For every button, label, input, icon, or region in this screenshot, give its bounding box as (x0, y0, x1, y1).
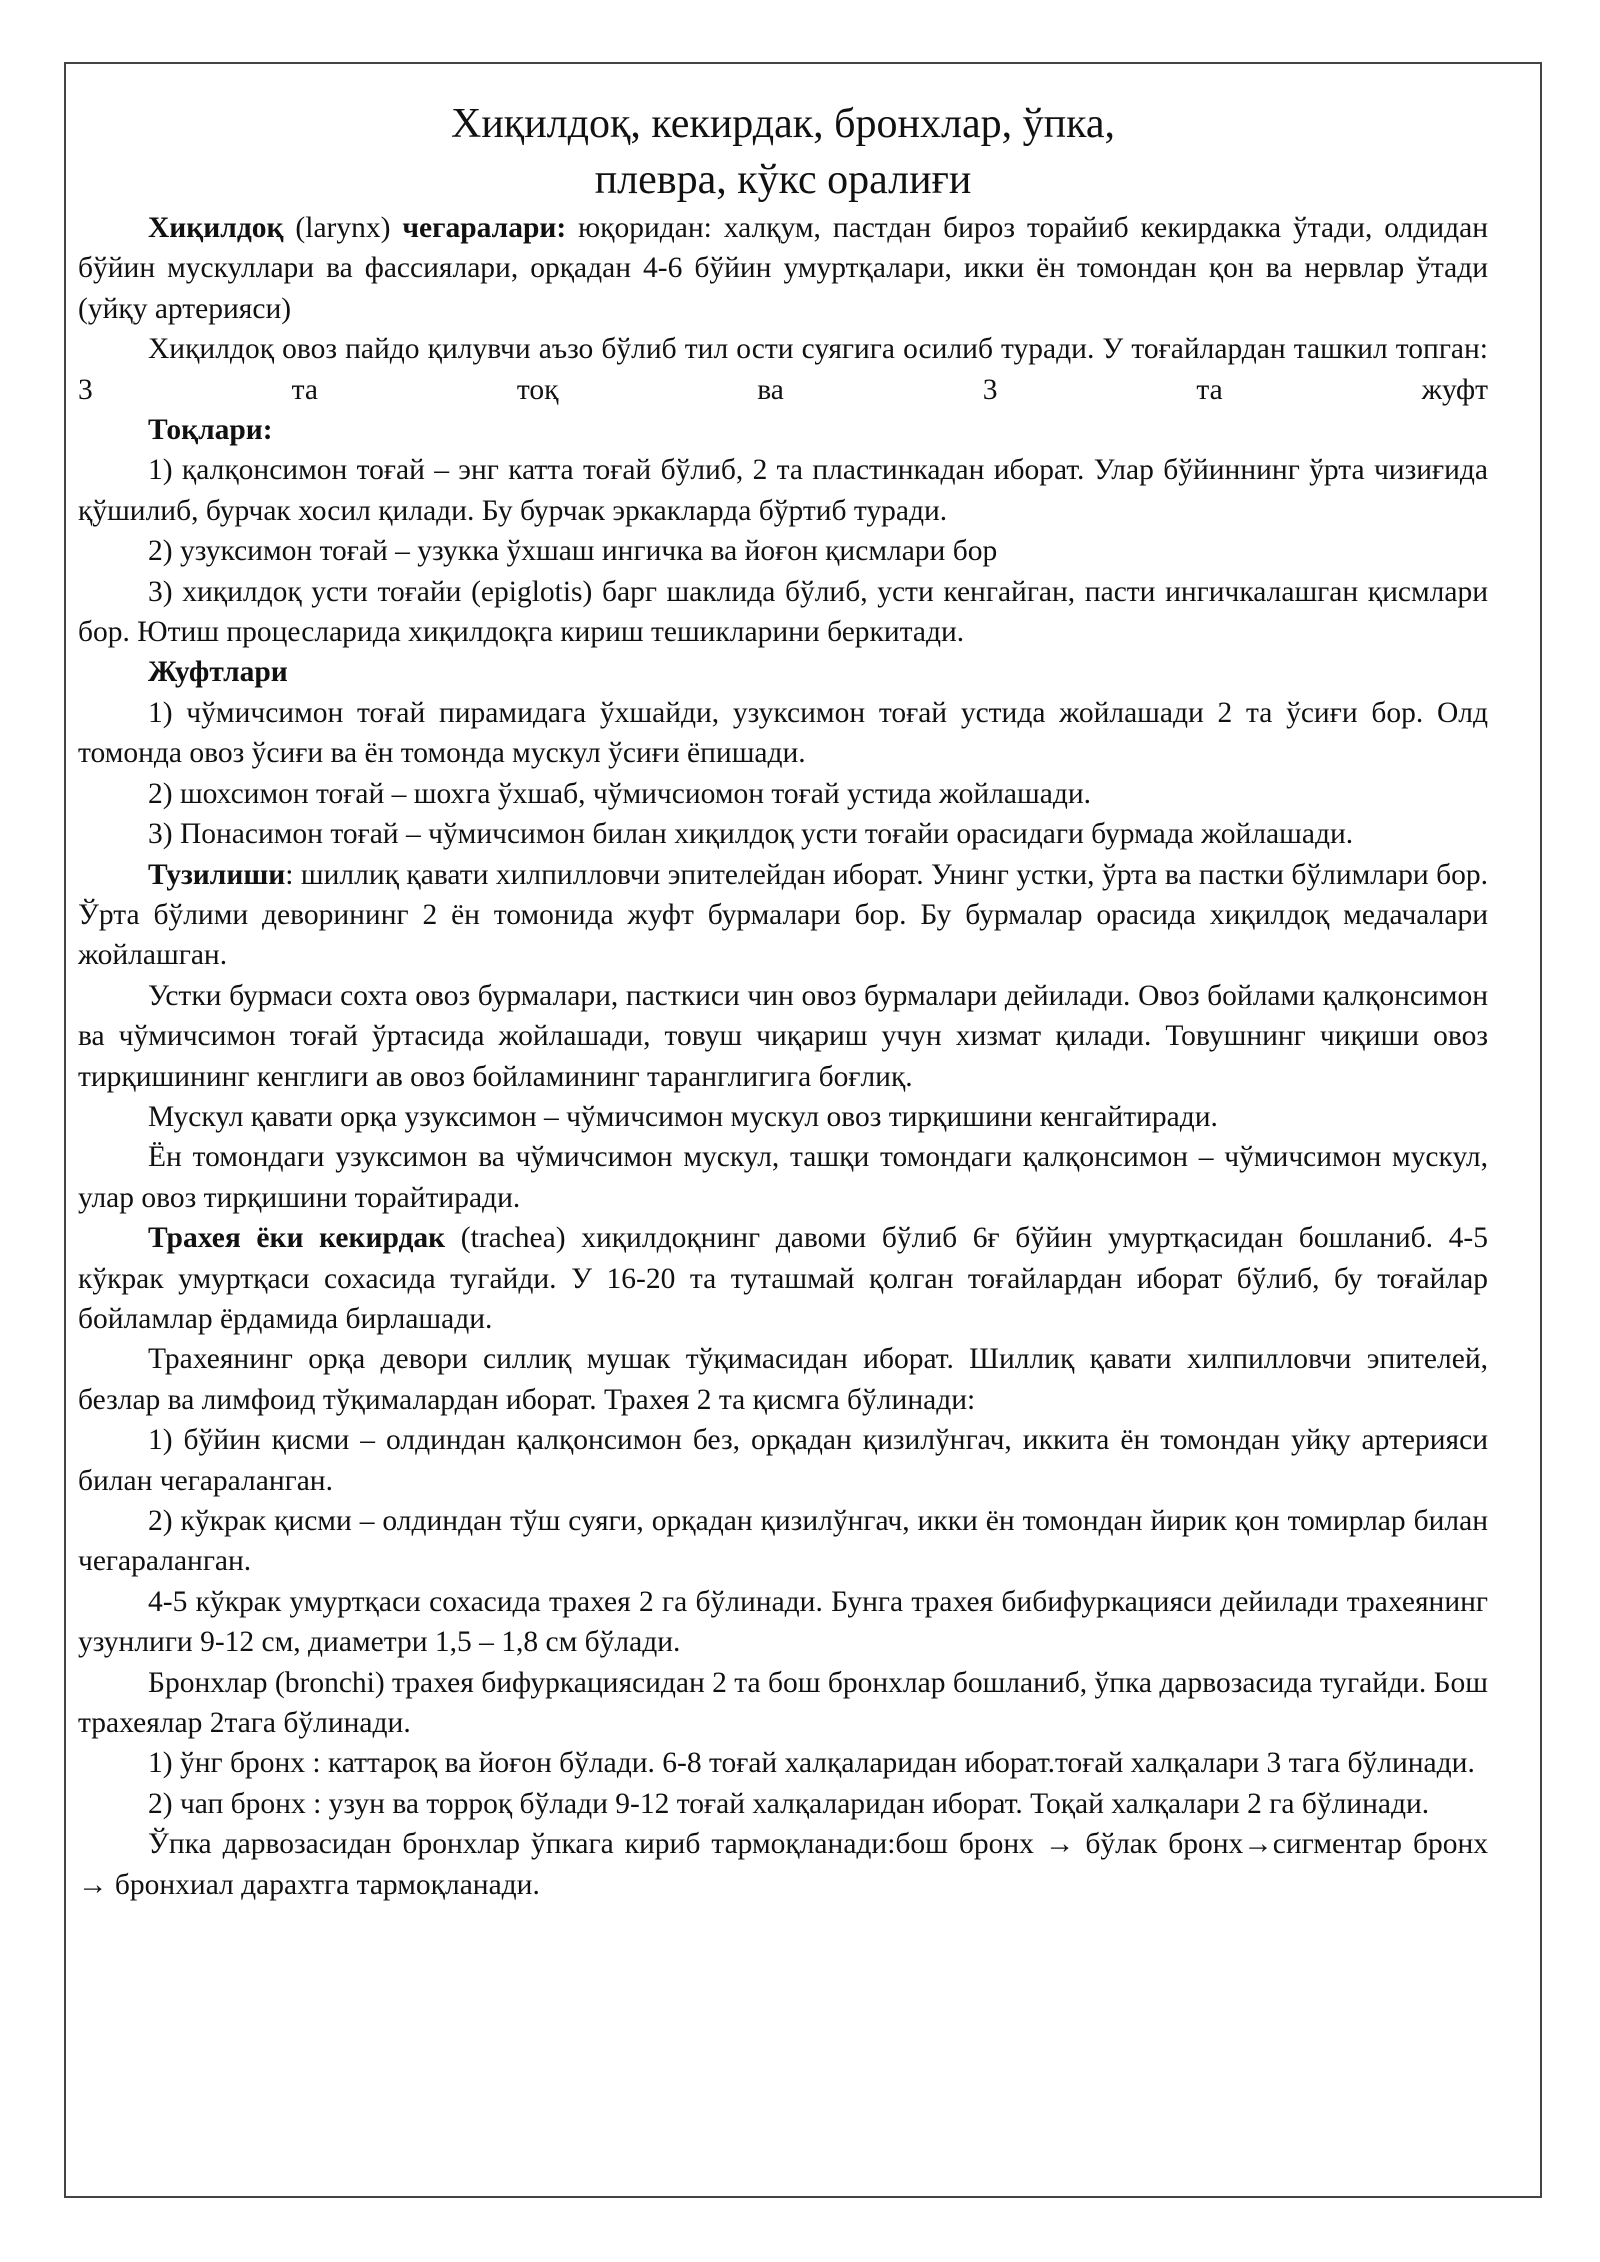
title-line-2: плевра, кўкс оралиғи (594, 157, 972, 203)
paragraph-muscle-layer: Мускул қавати орқа узуксимон – чўмичсимон мускул овоз тирқишини кенгайтиради. (148, 1100, 1218, 1133)
heading-paired: Жуфтлари (148, 656, 288, 689)
paragraph-vocal-folds: Устки бурмаси сохта овоз бурмалари, пасткиси чин овоз бурмалари дейилади. Овоз бойлами қалқонсимон ва чўмичсимон тоғай ўртасида жойлашади, товуш чиқариш учун хизмат қилади. Товушнинг чиқиши овоз тирқишининг кенглиги ав овоз бойламининг таранглигига боғлиқ. (78, 979, 1488, 1093)
paragraph-larynx-borders: Хиқилдоқ (larynx) чегаралари: юқоридан: халқум, пастдан бироз торайиб кекирдакка ўтади, олдидан бўйин мускуллари ва фассиялари, орқадан 4-6 бўйин умуртқалари, икки ён томондан қон ва нервлар ўтади (уйқу артерияси) (78, 212, 1488, 325)
document-body (78, 96, 1488, 1905)
paragraph-structure: Тузилиши: шиллиқ қавати хилпилловчи эпителейдан иборат. Унинг устки, ўрта ва пастки бўлимлари бор. Ўрта бўлими деворининг 2 ён томонида жуфт бурмалари бор. Бу бурмалар орасида хиқилдоқ медачалари жойлашган. (78, 858, 1488, 972)
paragraph-larynx-function: Хиқилдоқ овоз пайдо қилувчи аъзо бўлиб тил ости суягига осилиб туради. У тоғайлардан ташкил топган: 3 та тоқ ва 3 та жуфт (78, 333, 1488, 406)
paragraph-trachea: Трахея ёки кекирдак (trachea) хиқилдоқнинг давоми бўлиб 6ғ бўйин умуртқасидан бошланиб. 4-5 кўкрак умуртқаси сохасида тугайди. У 16-20 та туташмай қолган тоғайлардан иборат бўлиб, бу тоғайлар бойламлар ёрдамида бирлашади. (78, 1222, 1488, 1335)
list-item-cricoid-cartilage: 2) узуксимон тоғай – узукка ўхшаш ингичка ва йоғон қисмлари бор (148, 535, 998, 568)
list-item-right-bronchus: 1) ўнг бронх : каттароқ ва йоғон бўлади. 6-8 тоғай халқаларидан иборат.тоғай халқалари 3 тага бўлинади. (148, 1747, 1475, 1780)
heading-unpaired: Тоқлари: (148, 414, 273, 447)
paragraph-bronchial-tree: Ўпка дарвозасидан бронхлар ўпкага кириб тармоқланади:бош бронх → бўлак бронх→сигментар бронх → бронхиал дарахтга тармоқланади. (78, 1828, 1488, 1901)
list-item-arytenoid: 1) чўмичсимон тоғай пирамидага ўхшайди, узуксимон тоғай устида жойлашади 2 та ўсиғи бор. Олд томонда овоз ўсиғи ва ён томонда мускул ўсиғи ёпишади. (78, 696, 1488, 770)
paragraph-bifurcation: 4-5 кўкрак умуртқаси сохасида трахея 2 га бўлинади. Бунга трахея бибифуркацияси дейилади трахеянинг узунлиги 9-12 см, диаметри 1,5 – 1,8 см бўлади. (78, 1585, 1488, 1659)
list-item-cervical-part: 1) бўйин қисми – олдиндан қалқонсимон без, орқадан қизилўнгач, иккита ён томондан уйқу артерияси билан чегараланган. (78, 1424, 1488, 1497)
term-borders: чегаралари: (402, 212, 567, 244)
list-item-thoracic-part: 2) кўкрак қисми – олдиндан тўш суяги, орқадан қизилўнгач, икки ён томондан йирик қон томирлар билан чегараланган. (78, 1505, 1488, 1578)
list-item-corniculate: 2) шохсимон тоғай – шохга ўхшаб, чўмичсиомон тоғай устида жойлашади. (148, 777, 1092, 810)
paragraph-lateral-muscles: Ён томондаги узуксимон ва чўмичсимон мускул, ташқи томондаги қалқонсимон – чўмичсимон мускул, улар овоз тирқишини торайтиради. (78, 1141, 1488, 1214)
paragraph-trachea-wall: Трахеянинг орқа девори силлиқ мушак тўқимасидан иборат. Шиллиқ қавати хилпилловчи эпителей, безлар ва лимфоид тўқималардан иборат. Трахея 2 та қисмга бўлинади: (78, 1343, 1488, 1416)
term-trachea: Трахея ёки кекирдак (148, 1222, 446, 1255)
list-item-left-bronchus: 2) чап бронх : узун ва торроқ бўлади 9-12 тоғай халқаларидан иборат. Тоқай халқалари 2 га бўлинади. (148, 1787, 1430, 1820)
document-title (78, 96, 1488, 208)
list-item-cuneiform: 3) Понасимон тоғай – чўмичсимон билан хиқилдоқ усти тоғайи орасидаги бурмада жойлашади. (148, 818, 1354, 851)
term-larynx: Хиқилдоқ (148, 212, 284, 244)
list-item-epiglottis: 3) хиқилдоқ усти тоғайи (epiglotis) барг шаклида бўлиб, усти кенгайган, пасти ингичкалашган қисмлари бор. Ютиш процесларида хиқилдоқга кириш тешикларини беркитади. (78, 575, 1488, 649)
list-item-thyroid-cartilage: 1) қалқонсимон тоғай – энг катта тоғай бўлиб, 2 та пластинкадан иборат. Улар бўйиннинг ўрта чизиғида қўшилиб, бурчак хосил қилади. Бу бурчак эркакларда бўртиб туради. (78, 454, 1488, 527)
title-line-1: Хиқилдоқ, кекирдак, бронхлар, ўпка, (450, 101, 1115, 147)
term-structure: Тузилиши (148, 858, 286, 891)
paragraph-bronchi: Бронхлар (bronchi) трахея бифуркациясидан 2 та бош бронхлар бошланиб, ўпка дарвозасида тугайди. Бош трахеялар 2тага бўлинади. (78, 1666, 1488, 1740)
